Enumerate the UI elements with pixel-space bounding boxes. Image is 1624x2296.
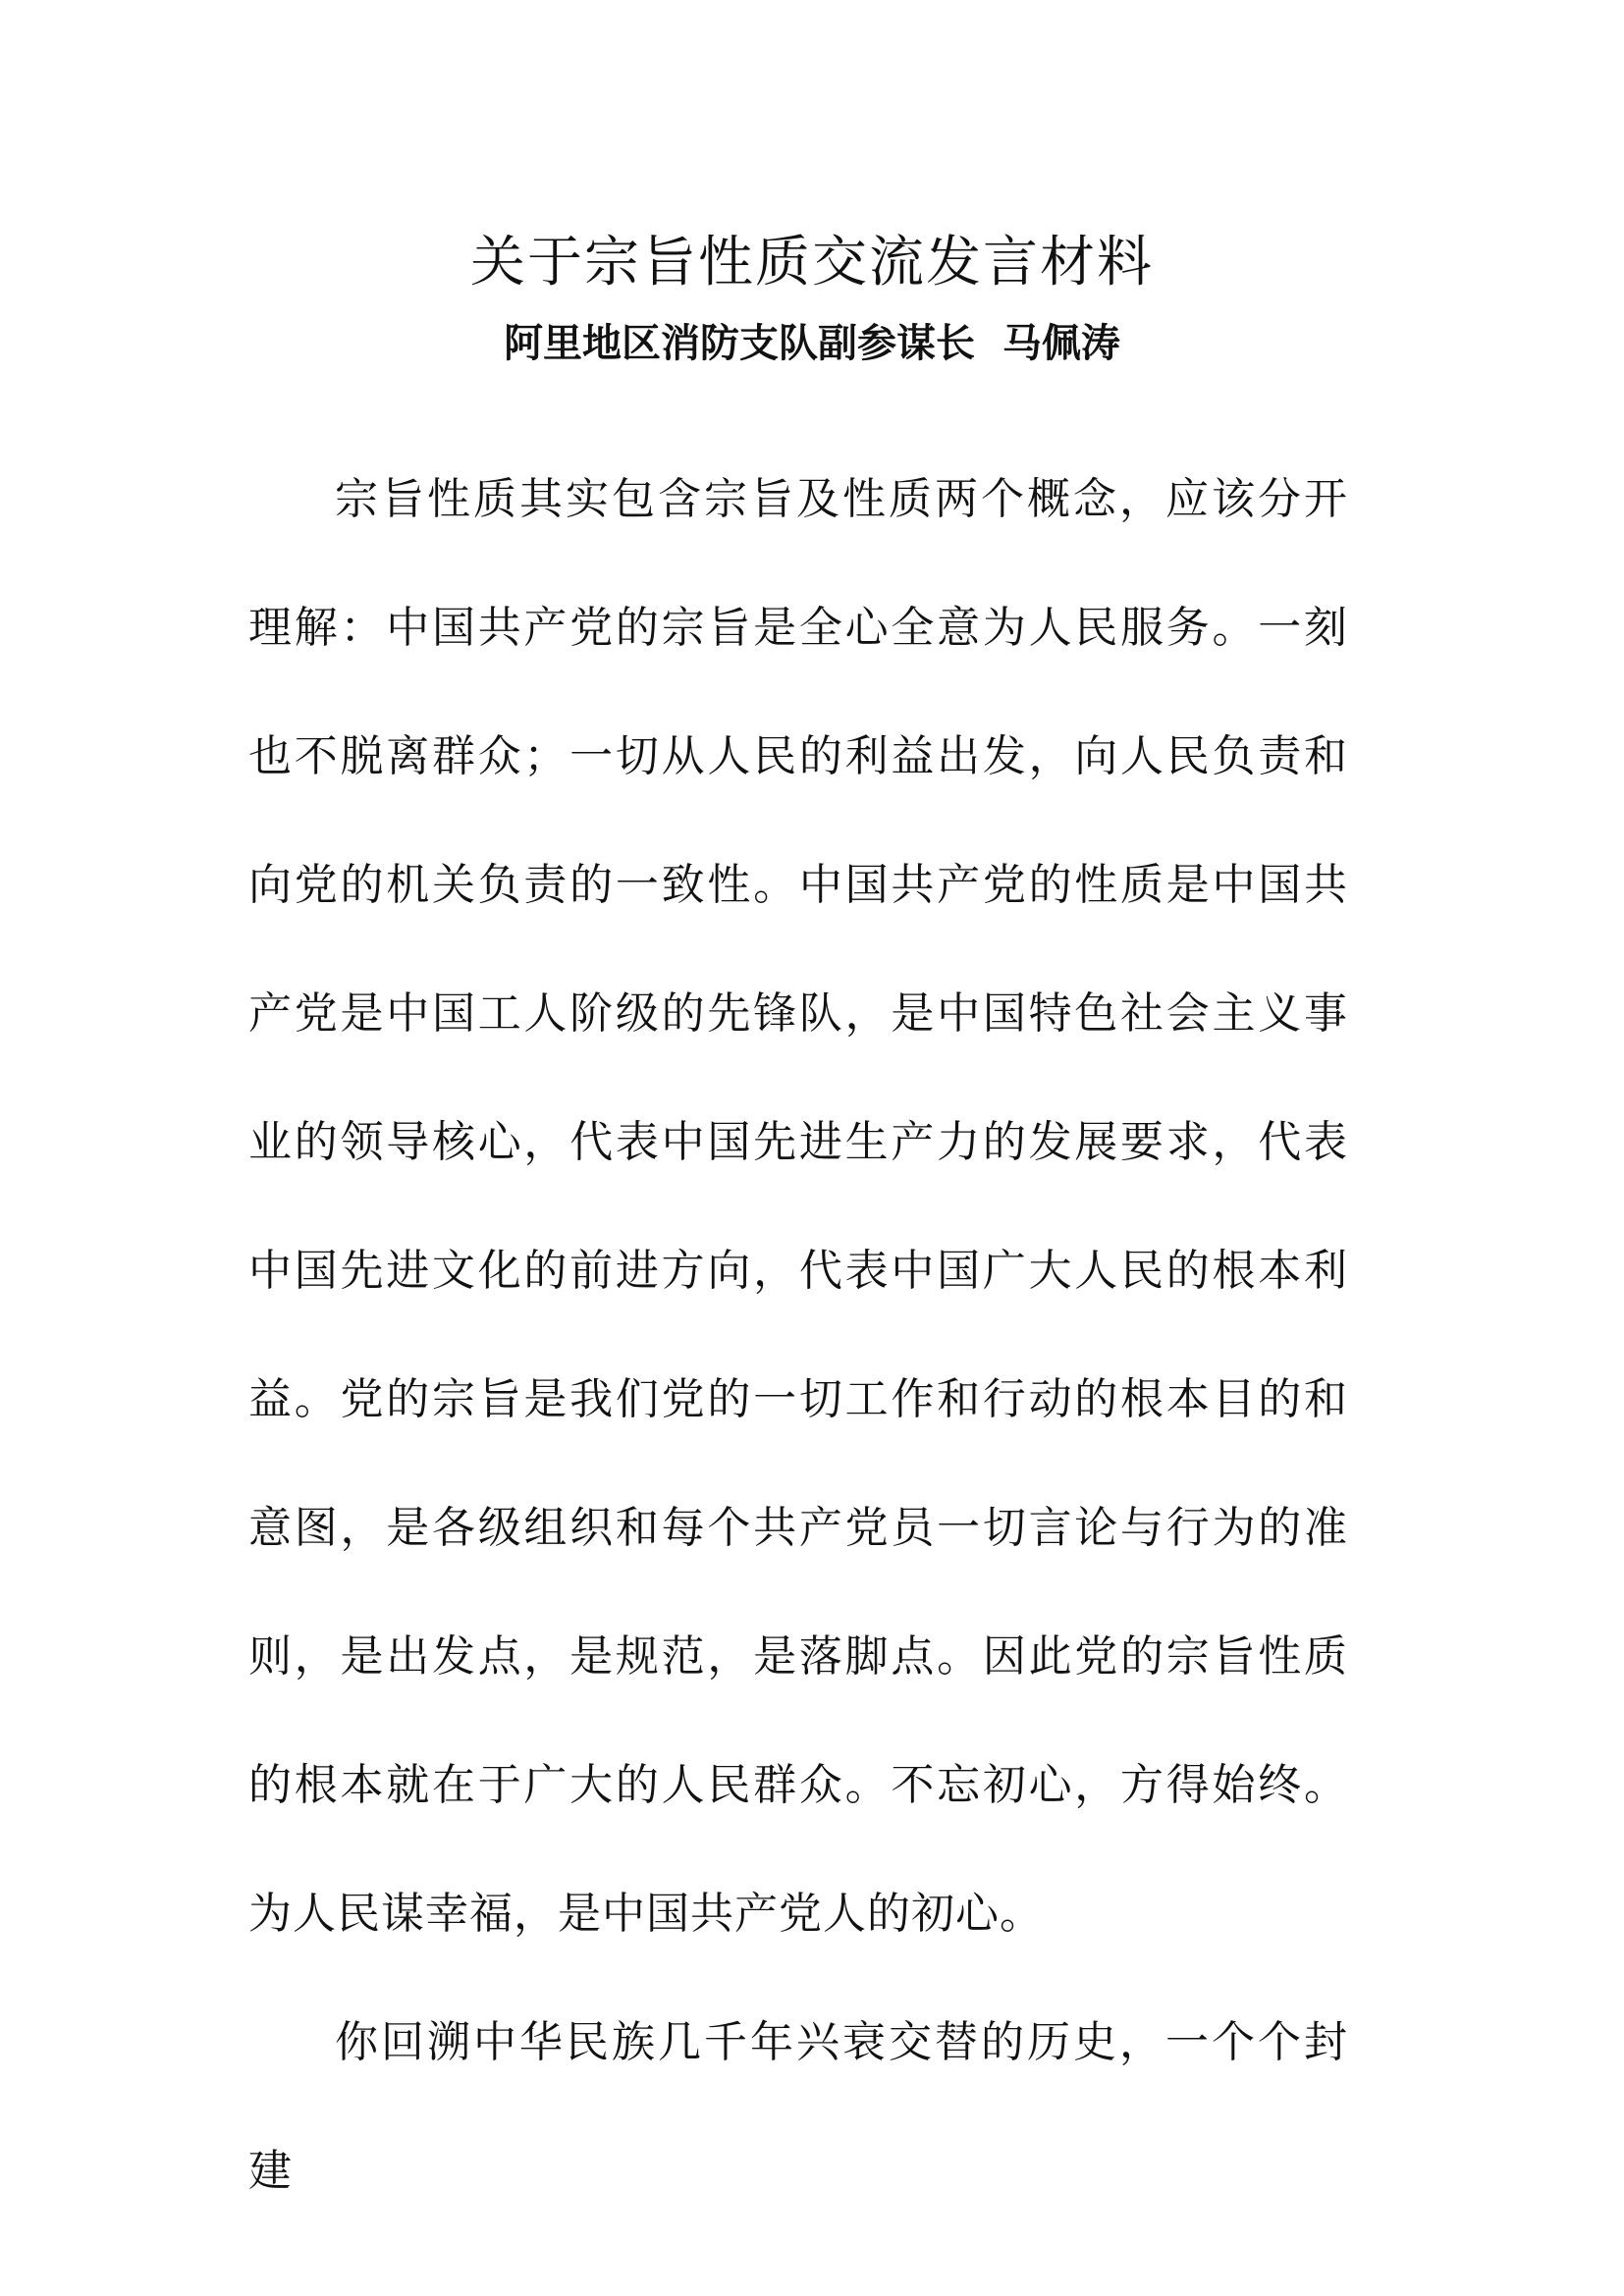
paragraph: 你回溯中华民族几千年兴衰交替的历史，一个个封建 [248, 2017, 1348, 2196]
document-title: 关于宗旨性质交流发言材料 [470, 231, 1154, 294]
paragraph: 宗旨性质其实包含宗旨及性质两个概念，应该分开理解：中国共产党的宗旨是全心全意为人民服务。一刻也不脱离群众；一切从人民的利益出发，向人民负责和向党的机关负责的一致性。中国共产党的性质是中国共产党是中国工人阶级的先锋队，是中国特色社会主义事业的领导核心，代表中国先进生产力的发展要求，代表中国先进文化的前进方向，代表中国广大人民的根本利益。党的宗旨是我们党的一切工作和行动的根本目的和意图，是各级组织和每个共产党员一切言论与行为的准则，是出发点，是规范，是落脚点。因此党的宗旨性质的根本就在于广大的人民群众。不忘初心，方得始终。为人民谋幸福，是中国共产党人的初心。 [248, 474, 1348, 1939]
document-body [248, 435, 1348, 2235]
author-line: 阿里地区消防支队副参谋长 马佩涛 [504, 321, 1120, 366]
